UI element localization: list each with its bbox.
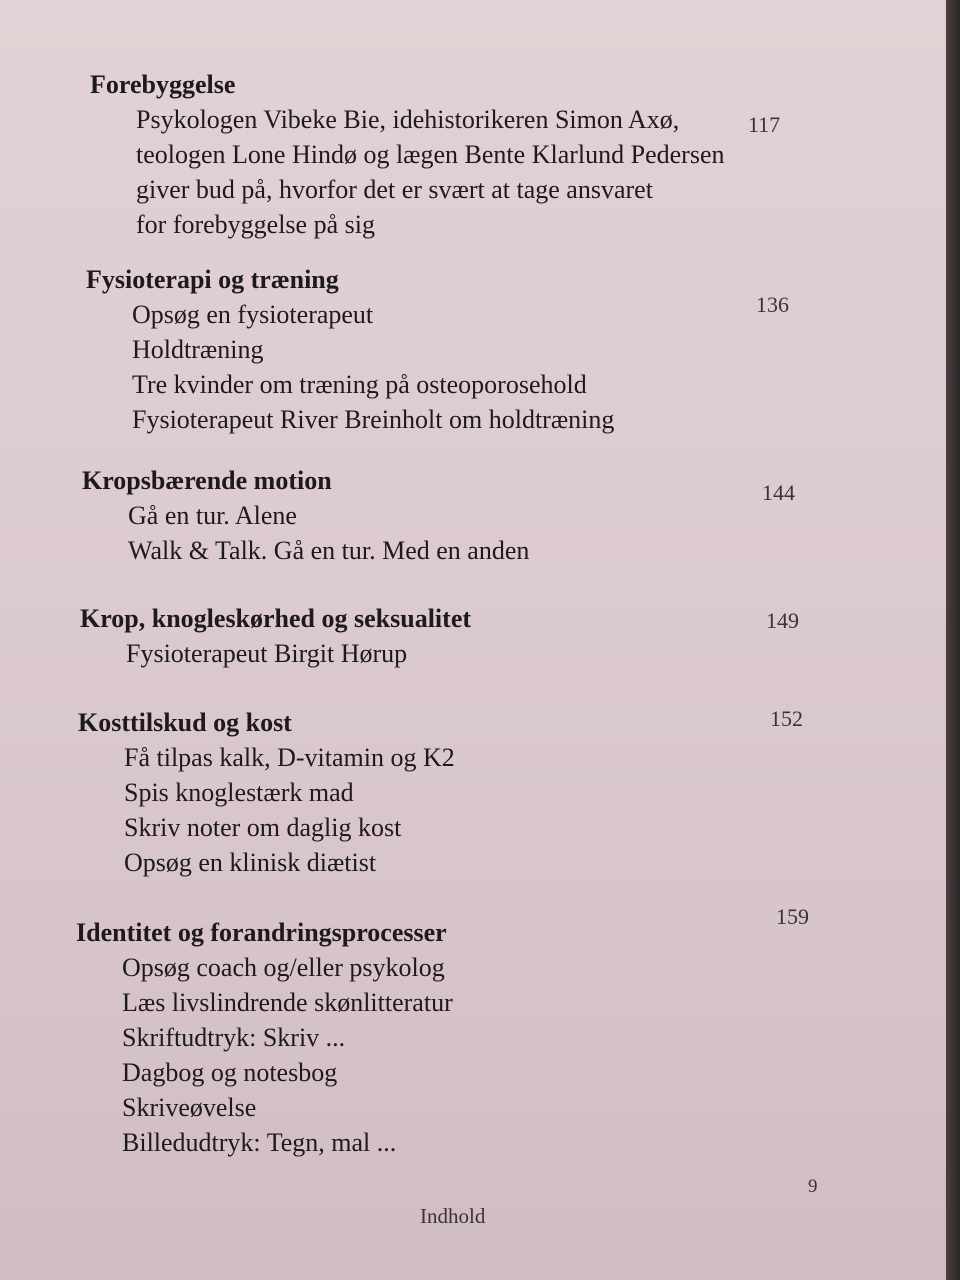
section-heading: Kosttilskud og kost xyxy=(78,708,292,737)
section-item: Opsøg en klinisk diætist xyxy=(124,848,377,877)
section-item: Dagbog og notesbog xyxy=(122,1058,338,1087)
section-item: Opsøg coach og/eller psykolog xyxy=(122,953,445,982)
page-number: 136 xyxy=(756,292,789,317)
toc-section-kosttilskud xyxy=(78,706,455,880)
toc-section-kropsbaerende-motion xyxy=(82,464,529,568)
section-item: Skriv noter om daglig kost xyxy=(124,813,402,842)
toc-section-fysioterapi xyxy=(86,263,614,437)
section-item: Spis knoglestærk mad xyxy=(124,778,354,807)
section-heading: Forebyggelse xyxy=(90,70,236,99)
section-item: Få tilpas kalk, D-vitamin og K2 xyxy=(124,743,455,772)
page-edge-shadow xyxy=(946,0,960,1280)
section-item: Billedudtryk: Tegn, mal ... xyxy=(122,1128,397,1157)
section-item: Skriftudtryk: Skriv ... xyxy=(122,1023,346,1052)
page-number: 117 xyxy=(748,112,781,137)
section-item: Opsøg en fysioterapeut xyxy=(132,300,374,329)
page-number: 144 xyxy=(762,480,795,505)
section-heading: Krop, knogleskørhed og seksualitet xyxy=(80,604,472,633)
section-heading: Fysioterapi og træning xyxy=(86,265,339,294)
page-number: 152 xyxy=(770,706,803,731)
section-item: teologen Lone Hindø og lægen Bente Klarlund Pedersen xyxy=(136,140,725,169)
page-number: 149 xyxy=(766,608,799,633)
section-heading: Kropsbærende motion xyxy=(82,466,332,495)
section-item: Gå en tur. Alene xyxy=(128,501,297,530)
page-number: 159 xyxy=(776,904,809,929)
section-item: Tre kvinder om træning på osteoporosehold xyxy=(132,370,587,399)
section-item: Walk & Talk. Gå en tur. Med en anden xyxy=(128,536,530,565)
folio-page-number: 9 xyxy=(808,1176,818,1197)
section-item: Læs livslindrende skønlitteratur xyxy=(122,988,453,1017)
section-item: Holdtræning xyxy=(132,335,264,364)
section-item: Fysioterapeut Birgit Hørup xyxy=(126,639,408,668)
section-item: Fysioterapeut River Breinholt om holdtræning xyxy=(132,405,615,434)
section-item: for forebyggelse på sig xyxy=(136,210,375,239)
toc-section-krop-seksualitet xyxy=(80,602,471,671)
toc-section-identitet xyxy=(76,916,453,1160)
section-item: Psykologen Vibeke Bie, idehistorikeren Simon Axø, xyxy=(136,105,680,134)
running-footer: Indhold xyxy=(420,1204,486,1228)
toc-section-forebyggelse xyxy=(90,68,724,242)
section-item: giver bud på, hvorfor det er svært at tage ansvaret xyxy=(136,175,653,204)
section-heading: Identitet og forandringsprocesser xyxy=(76,918,447,947)
section-item: Skriveøvelse xyxy=(122,1093,257,1122)
